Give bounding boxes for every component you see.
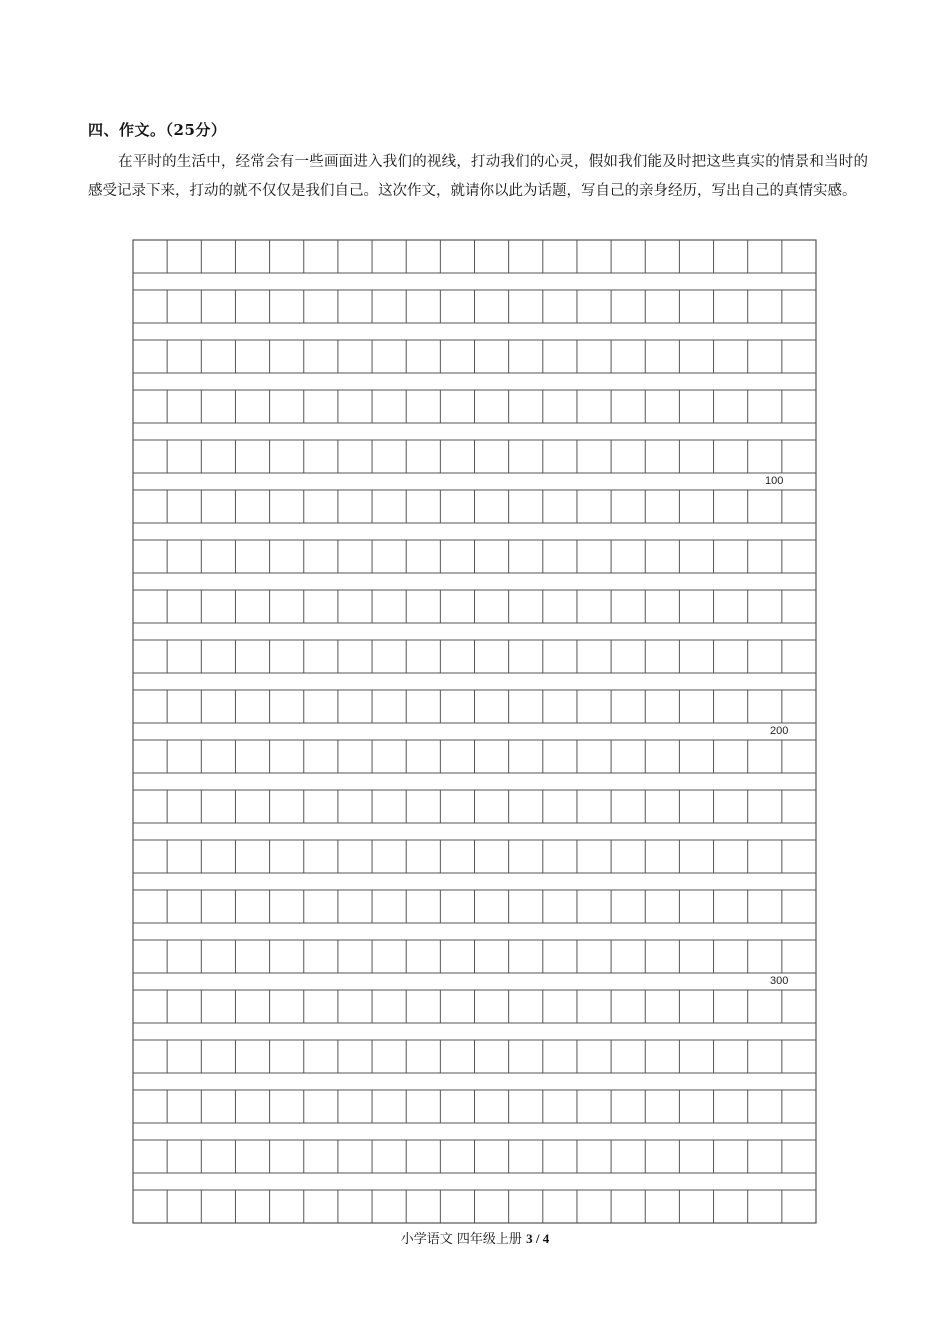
word-count-mark: 100	[765, 475, 784, 487]
grid-border	[133, 240, 816, 1223]
footer-page-number: 3 / 4	[526, 1231, 550, 1246]
page-footer	[0, 1228, 950, 1247]
composition-prompt: 在平时的生活中，经常会有一些画面进入我们的视线，打动我们的心灵，假如我们能及时把这些真实的情景和当时的感受记录下来，打动的就不仅仅是我们自己。这次作文，就请你以此为话题，写自己的亲身经历，写出自己的真情实感。	[88, 154, 868, 199]
section-title: 四、作文。（25分）	[88, 121, 227, 139]
word-count-mark: 300	[770, 975, 789, 987]
footer-subject: 小学语文 四年级上册	[400, 1232, 522, 1247]
word-count-mark: 200	[770, 725, 789, 737]
